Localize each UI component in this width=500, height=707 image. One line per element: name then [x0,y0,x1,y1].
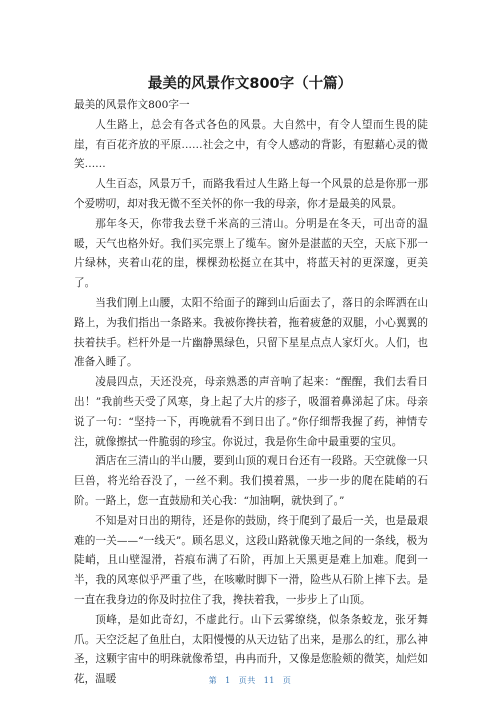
footer-prefix: 第 [208,676,218,685]
paragraph: 顶峰，是如此奇幻，不虚此行。山下云雾缭绕，似条条蛟龙，张牙舞爪。天空泛起了鱼肚白，太阳慢慢的从天边钻了出来，是那么的红，那么神圣，这颗宇宙中的明珠就像希望，冉冉而升，又像是您脸颊的微笑，灿烂如花，温暖 [74,613,428,686]
paragraph: 酒店在三清山的半山腰，要到山顶的观日台还有一段路。天空就像一只巨兽，将光给吞没了，一丝不剩。我们摸着黑，一步一步的爬在陡峭的石阶。一路上，您一直鼓励和关心我：“加油啊，就快到了。” [74,455,428,507]
paragraph: 人生路上，总会有各式各色的风景。大自然中，有令人望而生畏的陡崖，有百花齐放的平原……社会之中，有令人感动的背影，有慰藉心灵的微笑…… [74,118,428,171]
footer-page-number: 1 [225,676,231,685]
section-subtitle: 最美的风景作文800字一 [74,99,190,111]
paragraph: 人生百态，风景万千，而路我看过人生路上每一个风景的总是你那一那个爱唠叨，却对我无微不至关怀的你一我的母亲，你才是最美的风景。 [74,178,428,210]
paragraph: 凌晨四点，天还没亮，母亲熟悉的声音响了起来：“醒醒，我们去看日出！”我前些天受了风寒，身上起了大片的疹子，吸溜着鼻涕起了床。母亲说了一句：“坚持一下，再晚就看不到日出了。”你仔细帮我握了药，神情专注，就像擦拭一件脆弱的珍宝。你说过，我是你生命中最重要的宝贝。 [74,376,428,448]
footer-total-pages: 11 [263,676,275,685]
paragraph: 当我们刚上山腰，太阳不给面子的蹿到山后面去了，落日的余晖洒在山路上，为我们指出一条路来。我被你搀扶着，拖着疲惫的双腿，小心翼翼的扶着扶手。栏杆外是一片幽静黑绿色，只留下星星点点人家灯火。人们，也准备入睡了。 [74,296,428,369]
paragraph: 那年冬天，你带我去登千米高的三清山。分明是在冬天，可出奇的温暖，天气也格外好。我们买完票上了缆车。窗外是湛蓝的天空，天底下那一片绿林，夹着山花的崖，棵棵劲松挺立在其中，将蓝天衬的更深邃，更美了。 [74,217,428,290]
document-body [74,96,428,690]
footer-suffix: 页 [282,676,292,685]
paragraph: 不知是对日出的期待，还是你的鼓励，终于爬到了最后一关，也是最艰难的一关——“一线天”。顾名思义，这段山路就像天地之间的一条线，极为陡峭，且山壁湿滑，苔痕布满了石阶，再加上天黑更是难上加难。爬到一半，我的风寒似乎严重了些，在咳嗽时脚下一滑，险些从石阶上摔下去。是一直在我身边的你及时拉住了我，搀扶着我，一步步上了山顶。 [74,514,428,606]
page-footer [0,675,500,687]
document-title: 最美的风景作文800字（十篇） [147,76,353,92]
footer-middle: 页共 [238,676,256,685]
